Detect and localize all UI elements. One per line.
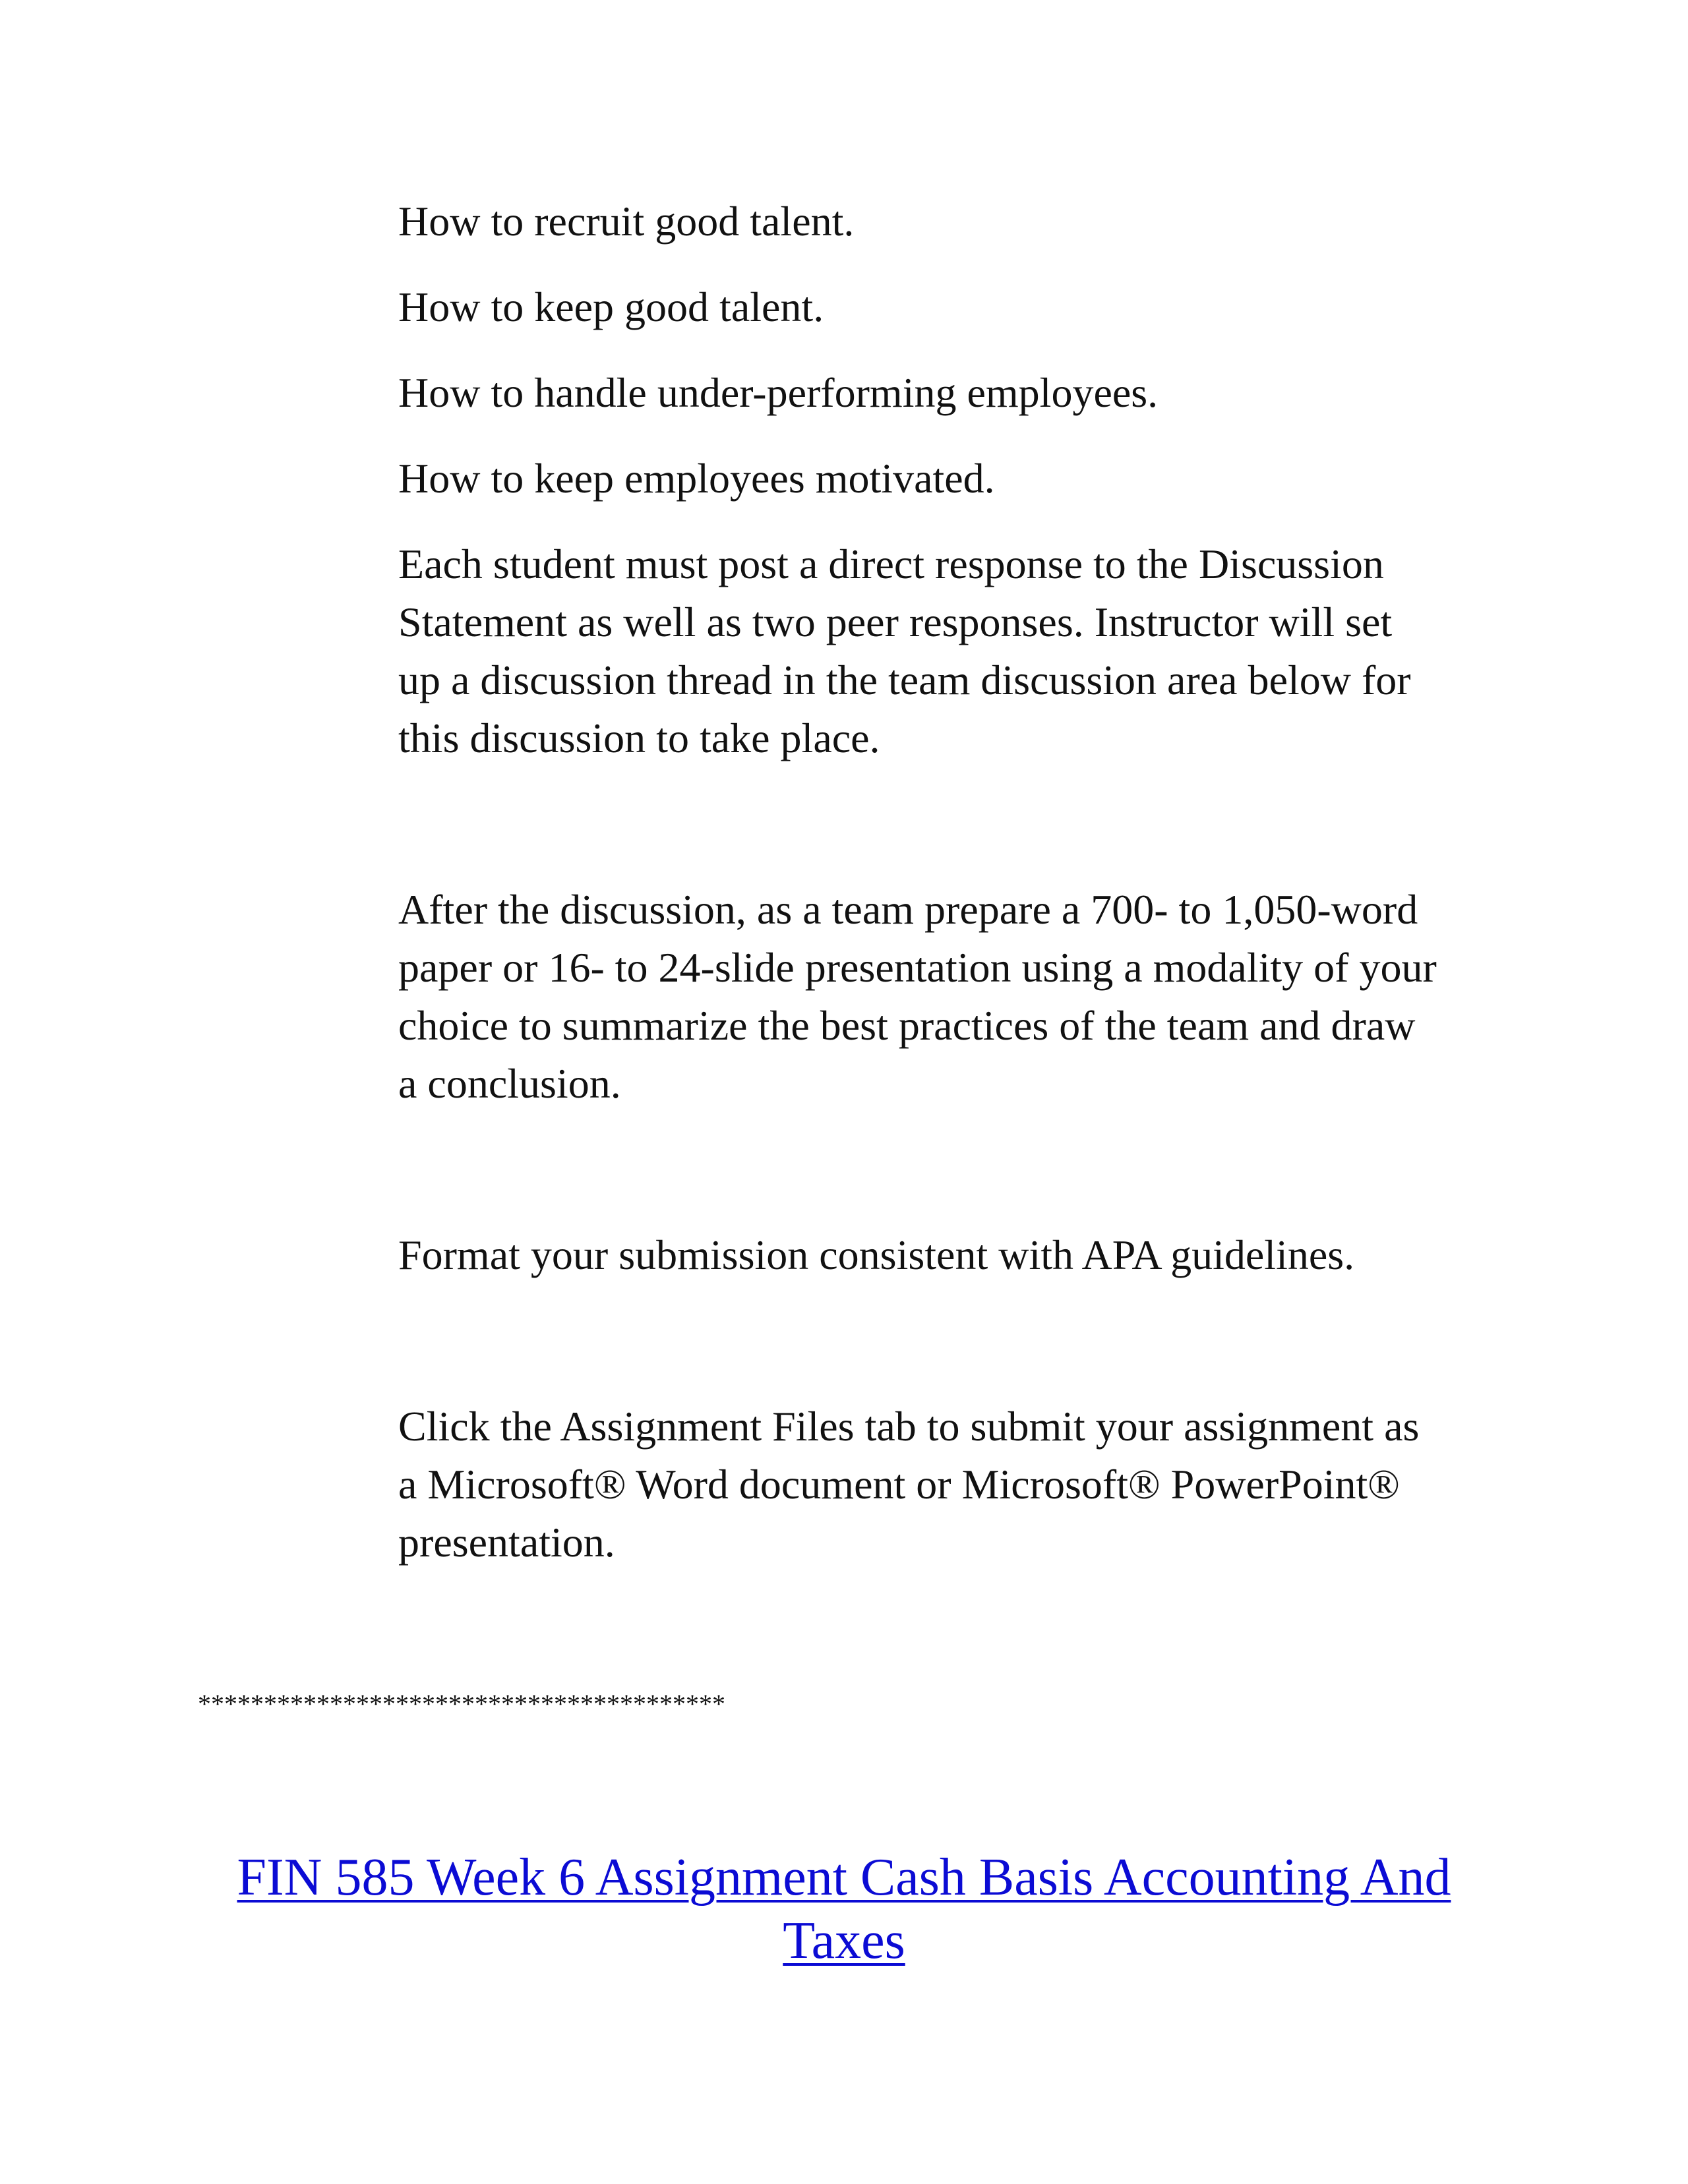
paragraph-line: presentation. [398, 1519, 615, 1566]
paragraph-line: a conclusion. [398, 1060, 621, 1107]
paragraph-line: choice to summarize the best practices of the team and draw [398, 1002, 1416, 1049]
paragraph-line: Statement as well as two peer responses. Instructor will set [398, 599, 1393, 645]
submit-paragraph [398, 1398, 1519, 1572]
paper-paragraph [398, 881, 1519, 1113]
topic-retain: How to keep good talent. [398, 283, 824, 330]
paragraph-line: up a discussion thread in the team discussion area below for [398, 657, 1411, 703]
paragraph-line: After the discussion, as a team prepare a 700- to 1,050-word [398, 886, 1418, 933]
paragraph-line: a Microsoft® Word document or Microsoft® PowerPoint® [398, 1461, 1400, 1508]
link-line[interactable]: Taxes [783, 1912, 905, 1970]
discussion-paragraph [398, 535, 1519, 767]
assignment-content [398, 192, 1519, 1572]
link-line[interactable]: FIN 585 Week 6 Assignment Cash Basis Accounting And [237, 1848, 1451, 1906]
topic-motivation: How to keep employees motivated. [398, 455, 995, 502]
topic-recruit: How to recruit good talent. [398, 198, 855, 245]
paragraph-line: paper or 16- to 24-slide presentation using a modality of your [398, 944, 1437, 991]
next-assignment-link[interactable] [185, 1846, 1503, 1972]
format-paragraph [398, 1226, 1519, 1284]
paragraph-line: this discussion to take place. [398, 715, 880, 761]
paragraph-line: Click the Assignment Files tab to submit your assignment as [398, 1403, 1420, 1450]
topic-underperforming: How to handle under-performing employees. [398, 369, 1159, 416]
asterisk-separator: **************************************** [198, 1689, 725, 1719]
paragraph-line: Each student must post a direct response to the Discussion [398, 541, 1384, 587]
paragraph-line: Format your submission consistent with APA guidelines. [398, 1231, 1355, 1278]
